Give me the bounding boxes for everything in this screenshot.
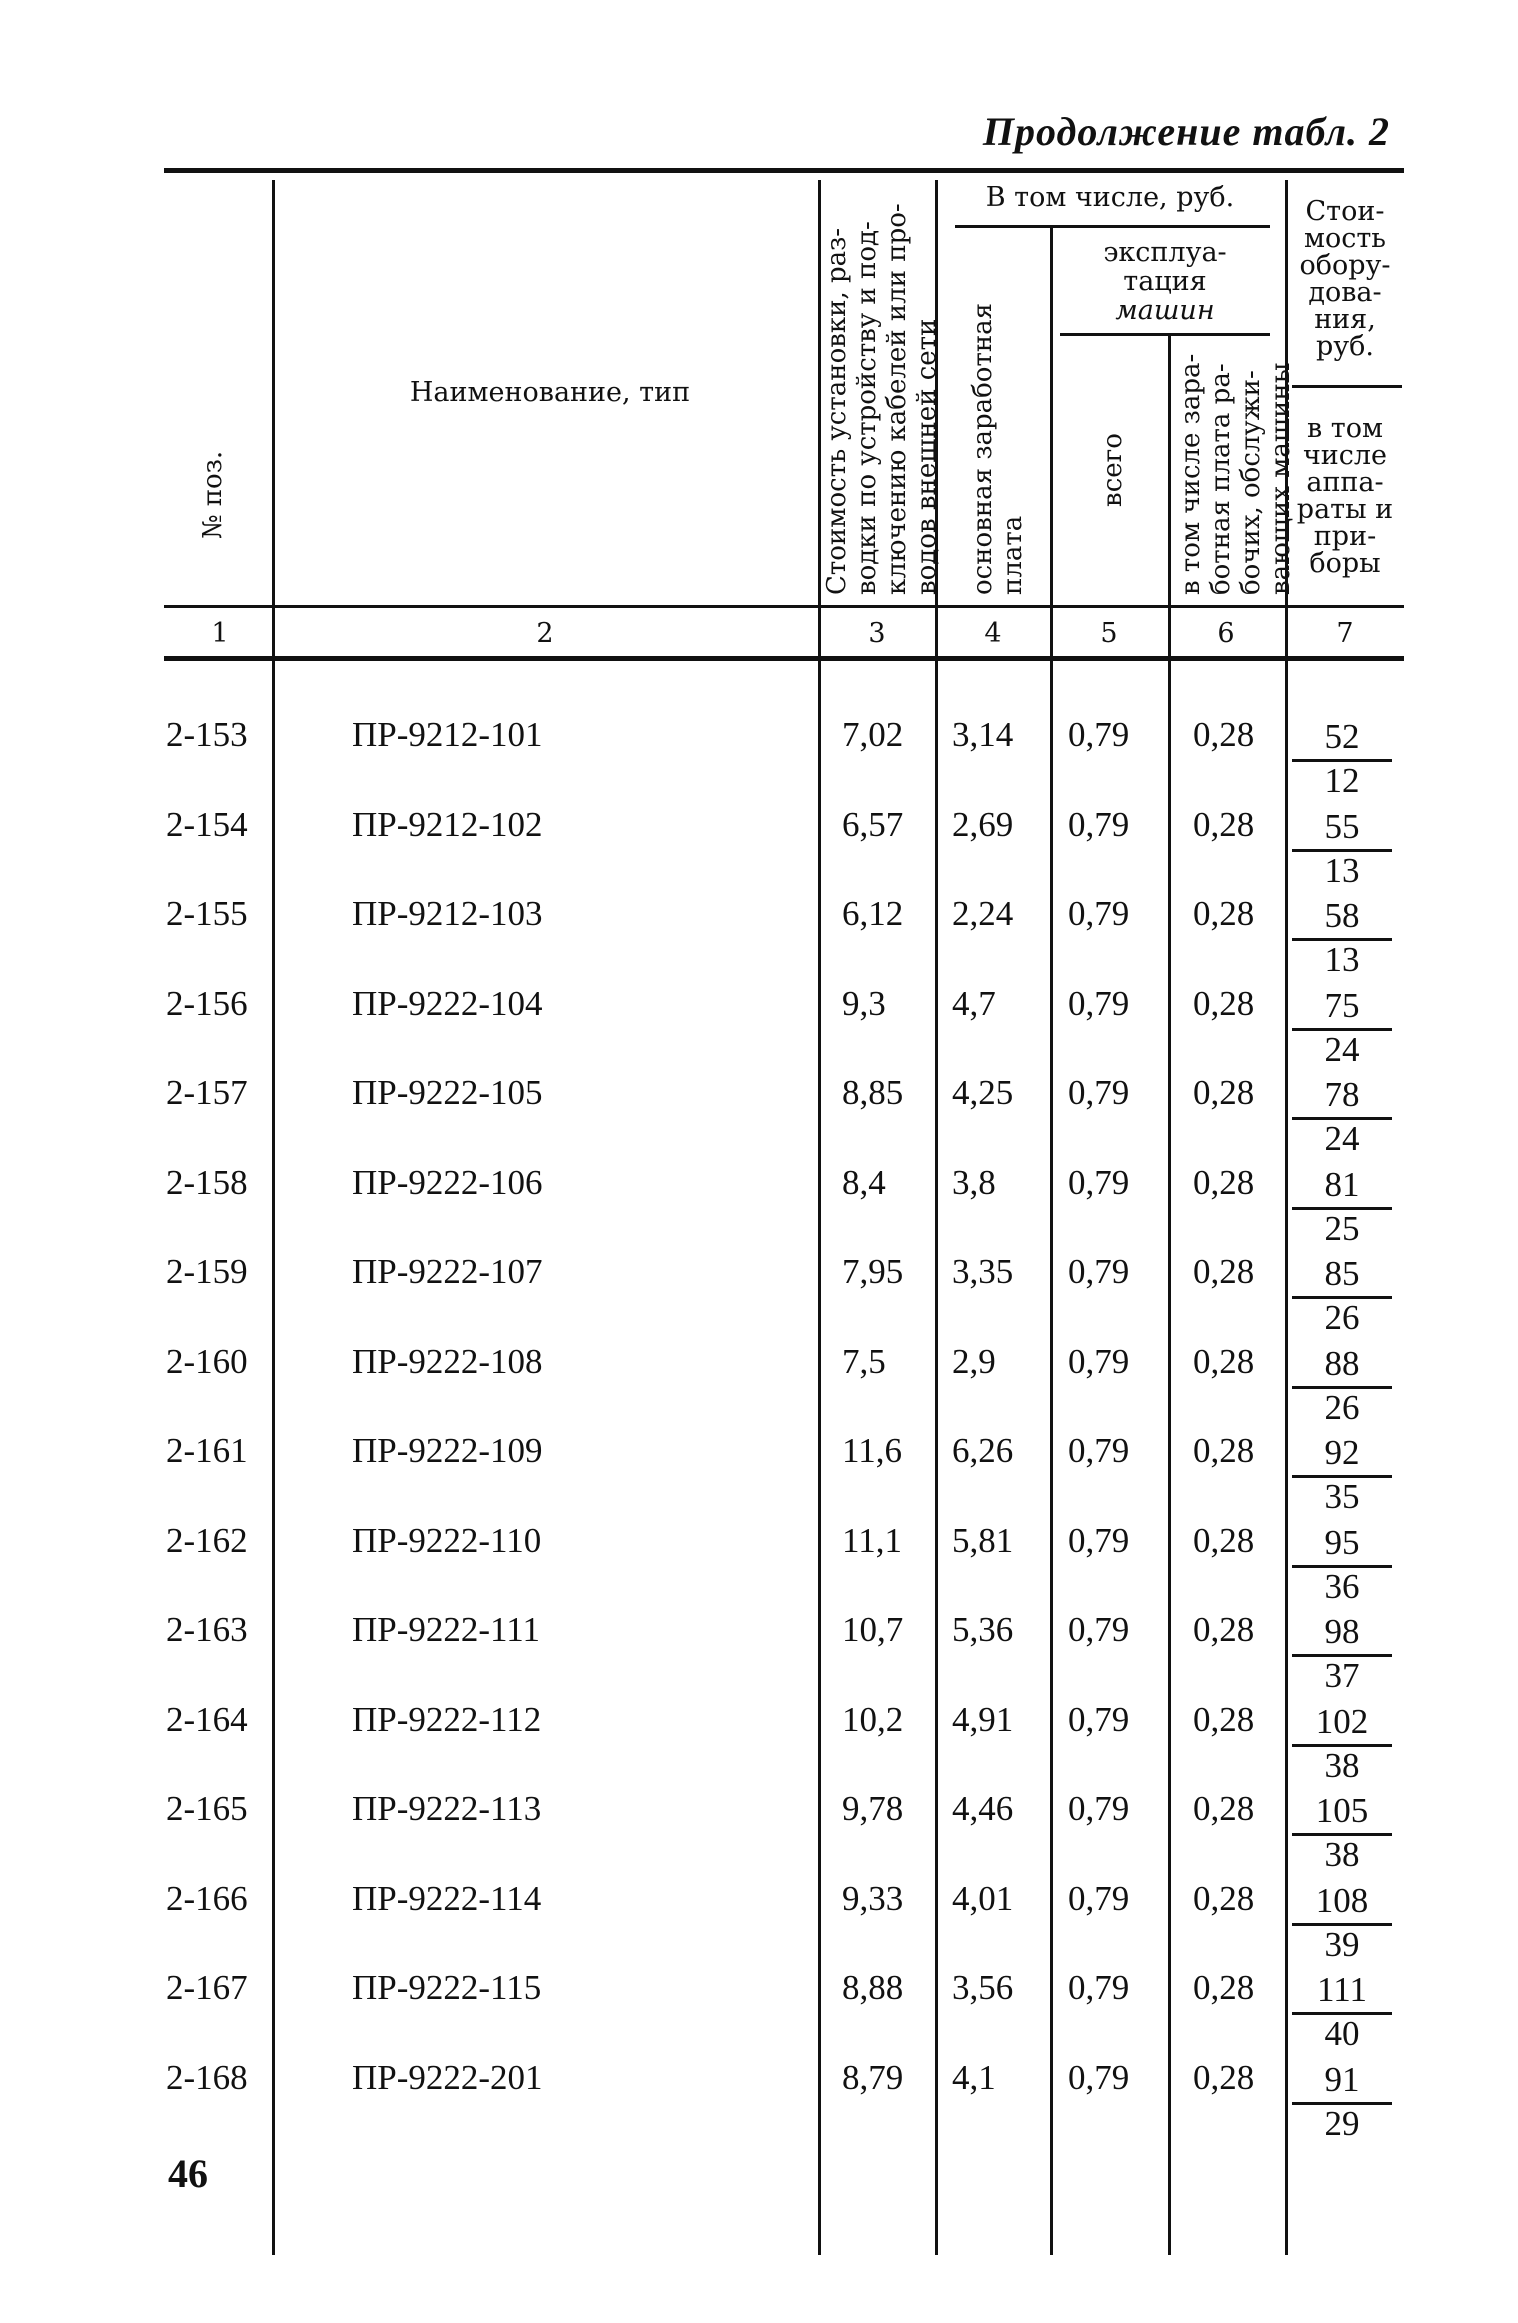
cell-base-wage: 3,8 [952, 1162, 996, 1202]
cell-total: 0,79 [1068, 1789, 1130, 1828]
cell-name: ПР-9222-111 [352, 1610, 540, 1649]
cell-machine-wage: 0,28 [1193, 1341, 1255, 1381]
cell-instruments: 38 [1324, 1835, 1360, 1874]
cell-machine-wage: 0,28 [1193, 1431, 1255, 1470]
cell-machine-wage: 0,28 [1193, 983, 1255, 1023]
cell-name: ПР-9222-201 [352, 2057, 543, 2097]
cell-pos: 2-154 [166, 804, 248, 844]
cell-equipment-cost: 91 [1324, 2059, 1360, 2099]
cell-install-cost: 8,79 [842, 2057, 904, 2097]
cell-total: 0,79 [1068, 1073, 1130, 1112]
vline-4 [1050, 228, 1053, 2255]
cell-name: ПР-9222-112 [352, 1699, 542, 1739]
cell-pos: 2-153 [166, 715, 248, 754]
table-caption: Продолжение табл. 2 [982, 109, 1390, 154]
cell-total: 0,79 [1068, 1341, 1130, 1381]
cell-pos: 2-159 [166, 1252, 248, 1291]
header-pos: № поз. [198, 450, 228, 540]
col-number-3: 3 [868, 618, 886, 649]
cell-base-wage: 4,46 [952, 1789, 1014, 1828]
col-number-2: 2 [536, 618, 554, 649]
header-equipment-cost: Стои- мость обору- дова- ния, руб. [1299, 196, 1391, 362]
cell-base-wage: 2,9 [952, 1341, 996, 1381]
cell-name: ПР-9212-103 [352, 894, 543, 933]
cell-instruments: 40 [1324, 2014, 1360, 2053]
cell-name: ПР-9222-108 [352, 1341, 543, 1381]
cell-instruments: 37 [1324, 1656, 1360, 1695]
cell-equipment-cost: 55 [1324, 806, 1360, 846]
cell-total: 0,79 [1068, 1699, 1130, 1739]
cell-install-cost: 8,88 [842, 1968, 904, 2007]
cell-base-wage: 2,24 [952, 894, 1014, 933]
cell-total: 0,79 [1068, 1520, 1130, 1560]
cell-total: 0,79 [1068, 804, 1130, 844]
cell-equipment-cost: 88 [1324, 1343, 1360, 1383]
cell-name: ПР-9222-106 [352, 1162, 543, 1202]
group-rule [955, 225, 1270, 228]
cell-instruments: 26 [1324, 1298, 1360, 1337]
cell-name: ПР-9222-109 [352, 1431, 543, 1470]
cell-install-cost: 11,1 [842, 1520, 902, 1560]
col-number-4: 4 [984, 618, 1002, 649]
cell-machine-wage: 0,28 [1193, 894, 1255, 933]
cell-pos: 2-157 [166, 1073, 248, 1112]
cell-base-wage: 4,91 [952, 1699, 1014, 1739]
col-number-5: 5 [1100, 618, 1118, 649]
cell-name: ПР-9222-110 [352, 1520, 542, 1560]
header-bottom-rule [164, 605, 1404, 608]
cell-equipment-cost: 85 [1324, 1254, 1360, 1293]
cell-machine-wage: 0,28 [1193, 1610, 1255, 1649]
cell-equipment-cost: 81 [1324, 1164, 1360, 1204]
cell-instruments: 36 [1324, 1566, 1360, 1606]
cell-total: 0,79 [1068, 983, 1130, 1023]
header-machine-operation: эксплуа- тация машин [1103, 237, 1227, 326]
cell-equipment-cost: 111 [1317, 1970, 1367, 2009]
cell-pos: 2-166 [166, 1878, 248, 1918]
cell-total: 0,79 [1068, 1431, 1130, 1470]
cell-name: ПР-9222-114 [352, 1878, 542, 1918]
cell-install-cost: 9,78 [842, 1789, 904, 1828]
cell-machine-wage: 0,28 [1193, 804, 1255, 844]
cell-name: ПР-9222-113 [352, 1789, 542, 1828]
cell-equipment-cost: 108 [1315, 1880, 1369, 1920]
cell-name: ПР-9222-105 [352, 1073, 543, 1112]
cell-instruments: 38 [1324, 1745, 1360, 1785]
cell-install-cost: 6,12 [842, 894, 904, 933]
cell-pos: 2-163 [166, 1610, 248, 1649]
cell-install-cost: 11,6 [842, 1431, 902, 1470]
cell-pos: 2-161 [166, 1431, 248, 1470]
cell-machine-wage: 0,28 [1193, 715, 1255, 754]
cell-instruments: 25 [1324, 1208, 1360, 1248]
cell-instruments: 13 [1324, 850, 1360, 890]
cell-instruments: 26 [1324, 1387, 1360, 1427]
cell-equipment-cost: 58 [1324, 896, 1360, 935]
cell-instruments: 12 [1324, 761, 1360, 800]
cell-machine-wage: 0,28 [1193, 1699, 1255, 1739]
header-base-wage: основная заработная плата [968, 302, 1028, 595]
cell-base-wage: 4,1 [952, 2057, 996, 2097]
cell-pos: 2-160 [166, 1341, 248, 1381]
cell-pos: 2-168 [166, 2057, 248, 2097]
cell-pos: 2-162 [166, 1520, 248, 1560]
cell-machine-wage: 0,28 [1193, 1520, 1255, 1560]
cell-equipment-cost: 52 [1324, 717, 1360, 756]
cell-base-wage: 4,25 [952, 1073, 1014, 1112]
cell-name: ПР-9212-101 [352, 715, 543, 754]
cell-total: 0,79 [1068, 894, 1130, 933]
header-machine-wage: в том числе зара- ботная плата ра- бочих, обслужи- вающих машины [1176, 353, 1296, 595]
cell-name: ПР-9212-102 [352, 804, 543, 844]
cell-base-wage: 5,81 [952, 1520, 1014, 1560]
cell-machine-wage: 0,28 [1193, 1252, 1255, 1291]
cell-machine-wage: 0,28 [1193, 1073, 1255, 1112]
vline-2 [818, 180, 821, 2255]
cell-machine-wage: 0,28 [1193, 1162, 1255, 1202]
numbers-bottom-rule [164, 656, 1404, 661]
cell-name: ПР-9222-115 [352, 1968, 542, 2007]
cell-install-cost: 7,5 [842, 1341, 886, 1381]
cell-machine-wage: 0,28 [1193, 1878, 1255, 1918]
cell-equipment-cost: 105 [1315, 1791, 1369, 1830]
cell-total: 0,79 [1068, 1252, 1130, 1291]
cell-install-cost: 7,02 [842, 715, 904, 754]
header-instruments: в том числе аппа- раты и при- боры [1296, 413, 1394, 579]
cell-instruments: 24 [1324, 1119, 1360, 1158]
cell-equipment-cost: 98 [1324, 1612, 1360, 1651]
cell-pos: 2-158 [166, 1162, 248, 1202]
cell-base-wage: 2,69 [952, 804, 1014, 844]
cell-pos: 2-164 [166, 1699, 248, 1739]
cell-pos: 2-165 [166, 1789, 248, 1828]
cell-base-wage: 4,7 [952, 983, 996, 1023]
cell-install-cost: 8,4 [842, 1162, 886, 1202]
header-install-cost: Стоимость установки, раз- водки по устройству и под- ключению кабелей или про- водов внешней сети [822, 203, 942, 595]
cell-instruments: 35 [1324, 1477, 1360, 1516]
col-number-6: 6 [1217, 618, 1235, 649]
cell-instruments: 39 [1324, 1924, 1360, 1964]
cell-instruments: 13 [1324, 940, 1360, 979]
cell-install-cost: 9,33 [842, 1878, 904, 1918]
cell-install-cost: 8,85 [842, 1073, 904, 1112]
cell-machine-wage: 0,28 [1193, 1968, 1255, 2007]
cell-base-wage: 3,56 [952, 1968, 1014, 2007]
page-number: 46 [168, 2151, 208, 2196]
header-name: Наименование, тип [409, 377, 691, 408]
cell-equipment-cost: 78 [1324, 1075, 1360, 1114]
cell-name: ПР-9222-107 [352, 1252, 543, 1291]
cell-total: 0,79 [1068, 1162, 1130, 1202]
cell-total: 0,79 [1068, 1968, 1130, 2007]
cell-machine-wage: 0,28 [1193, 2057, 1255, 2097]
header-group: В том числе, руб. [985, 182, 1235, 213]
cell-equipment-cost: 75 [1324, 985, 1360, 1025]
cell-instruments: 24 [1324, 1029, 1360, 1069]
cell-base-wage: 4,01 [952, 1878, 1014, 1918]
cell-total: 0,79 [1068, 2057, 1130, 2097]
cell-total: 0,79 [1068, 715, 1130, 754]
cell-install-cost: 7,95 [842, 1252, 904, 1291]
cell-pos: 2-155 [166, 894, 248, 933]
cell-install-cost: 10,2 [842, 1699, 904, 1739]
cell-install-cost: 9,3 [842, 983, 886, 1023]
cell-base-wage: 5,36 [952, 1610, 1014, 1649]
cell-base-wage: 6,26 [952, 1431, 1014, 1470]
cell-machine-wage: 0,28 [1193, 1789, 1255, 1828]
subgroup-rule [1060, 333, 1270, 336]
cell-pos: 2-156 [166, 983, 248, 1023]
col-number-1: 1 [211, 618, 229, 649]
vline-1 [272, 180, 275, 2255]
header-total: всего [1098, 433, 1128, 507]
cell-base-wage: 3,35 [952, 1252, 1014, 1291]
cell-total: 0,79 [1068, 1610, 1130, 1649]
cell-install-cost: 10,7 [842, 1610, 904, 1649]
cell-equipment-cost: 102 [1315, 1701, 1369, 1741]
cell-instruments: 29 [1324, 2103, 1360, 2143]
c7-split-rule [1292, 385, 1402, 388]
cell-pos: 2-167 [166, 1968, 248, 2007]
cell-install-cost: 6,57 [842, 804, 904, 844]
cell-total: 0,79 [1068, 1878, 1130, 1918]
cell-equipment-cost: 92 [1324, 1433, 1360, 1472]
top-rule [164, 168, 1404, 173]
cell-equipment-cost: 95 [1324, 1522, 1360, 1562]
cell-base-wage: 3,14 [952, 715, 1014, 754]
col-number-7: 7 [1336, 618, 1354, 649]
cell-name: ПР-9222-104 [352, 983, 543, 1023]
